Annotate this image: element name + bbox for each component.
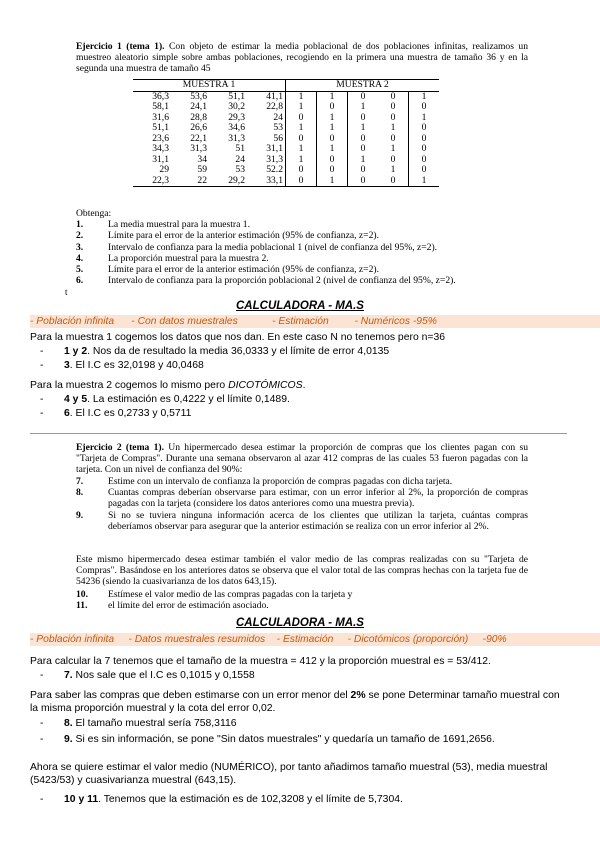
calculator-2-title: CALCULADORA - MA.S	[236, 617, 364, 629]
answer-2-mean-text: Ahora se quiere estimar el valor medio (NUMÉRICO), por tanto añadimos tamaño muestral (53), media muestral (5423/53) y cuasivarianza muestral (643,15).	[30, 762, 548, 786]
exercise-1-text: Con objeto de estimar la media poblacional de dos poblaciones infinitas, realizamos un muestreo aleatorio simple sobre ambas poblaciones, recogiendo en la primera una muestra de tamaño 36 y en la segunda una muestra de tamaño 45	[76, 41, 528, 74]
answer-text: . Tenemos que la estimación es de 102,3208 y el límite de 5,7304.	[98, 794, 403, 805]
answer-text: Si es sin información, se pone "Sin datos muestrales" y quedaría un tamaño de 1691,2656.	[72, 734, 495, 745]
question-item	[76, 264, 456, 275]
calculator-1-options: - Población infinita - Con datos muestrales - Estimación - Numéricos -95%	[30, 315, 600, 328]
muestra-2-header: MUESTRA 2	[286, 80, 440, 92]
table-cell: 29	[159, 164, 169, 175]
table-cell: 22,3	[133, 176, 171, 187]
table-cell: 0	[348, 176, 379, 187]
answer-text: .	[302, 380, 306, 391]
answer-label: 10 y 11	[64, 794, 99, 805]
table-cell: 1	[360, 101, 366, 112]
answer-label: 1 y 2	[64, 346, 88, 357]
bullet-dash: -	[40, 734, 44, 745]
table-cell: 56	[247, 134, 286, 145]
answer-text: se pone Determinar tamaño muestral con la misma proporción muestral y la cota del error 0,02.	[30, 690, 560, 714]
bullet-dash: -	[40, 346, 44, 357]
exercise-1-title: Ejercicio 1 (tema 1).	[76, 41, 165, 52]
question-item	[76, 476, 528, 487]
table-cell: 51,1	[228, 90, 245, 102]
table-cell: 34	[197, 153, 207, 165]
table-cell: 0	[317, 165, 348, 176]
exercise-2-questions-2	[76, 589, 528, 611]
answer-bold: 2%	[350, 690, 366, 701]
question-text: Estime con un intervalo de confianza la proporción de compras pagadas con dicha tarjeta.	[108, 476, 453, 487]
table-cell: 1	[286, 144, 317, 155]
exercise-2-text: Un hipermercado desea estimar la proporción de compras que los clientes pagan con su "Tarjeta de Compras". Durante una semana observaron al azar 412 compras de las cuales 53 fueron pagadas con la tarjeta. Con un nivel de confianza del 90%:	[76, 442, 528, 475]
calculator-1-title: CALCULADORA - MA.S	[236, 300, 364, 312]
answer-1-item-3	[40, 393, 290, 406]
table-cell: 0	[360, 132, 366, 144]
answer-text: . El I.C es 32,0198 y 40,0468	[69, 360, 204, 371]
table-cell: 34,3	[152, 143, 169, 154]
question-item	[76, 589, 528, 600]
table-cell: 41,1	[247, 91, 286, 102]
table-cell: 22,8	[247, 102, 286, 113]
table-cell: 1	[378, 165, 409, 176]
question-number: 6.	[76, 275, 84, 287]
table-cell: 0	[421, 122, 427, 133]
table-cell: 31,1	[247, 144, 286, 155]
question-number: 7.	[76, 476, 84, 487]
answer-1-intro: Para la muestra 1 cogemos los datos que nos dan. En este caso N no tenemos pero n=36	[30, 332, 446, 343]
question-number: 1.	[76, 219, 84, 231]
answer-1-item-2	[40, 359, 204, 372]
table-cell: 31,3	[247, 155, 286, 166]
table-cell: 53	[247, 123, 286, 134]
answer-text: . La estimación es 0,4222 y el límite 0,1489.	[87, 394, 290, 405]
question-item	[76, 600, 528, 611]
calculator-2-options: - Población infinita - Datos muestrales resumidos - Estimación - Dicotómicos (proporción) -90%	[30, 633, 600, 646]
question-text: Estímese el valor medio de las compras pagadas con la tarjeta y	[108, 589, 353, 600]
table-cell: 31,1	[152, 153, 169, 165]
table-cell: 1	[286, 102, 317, 113]
question-text: Límite para el error de la anterior estimación (95% de confianza, z=2).	[108, 230, 379, 242]
answer-2-item-3	[40, 733, 495, 746]
question-number: 9.	[76, 509, 84, 521]
answer-1-item-4	[40, 407, 191, 420]
table-cell: 1	[421, 111, 427, 123]
question-number: 8.	[76, 487, 84, 499]
question-item	[76, 253, 456, 264]
table-cell: 29,2	[209, 176, 247, 187]
table-cell: 22,1	[190, 132, 207, 144]
exercise-2-questions	[76, 476, 528, 532]
table-cell: 1	[286, 123, 317, 134]
bullet-dash: -	[40, 670, 44, 681]
table-cell: 52.2	[247, 165, 286, 176]
answer-label: 6	[64, 408, 70, 419]
table-cell: 26,6	[190, 122, 207, 133]
question-number: 11.	[76, 600, 88, 612]
table-cell: 1	[286, 91, 317, 102]
table-cell: 1	[378, 144, 409, 155]
table-cell: 58,1	[152, 101, 169, 112]
question-text: La proporción muestral para la muestra 2.	[108, 252, 269, 264]
stray-char: t	[65, 287, 68, 297]
table-cell: 1	[360, 153, 366, 165]
question-text: el límite del error de estimación asociado.	[108, 600, 269, 612]
table-cell: 24,1	[190, 101, 207, 112]
table-cell: 0	[317, 134, 348, 145]
table-cell: 1	[378, 123, 409, 134]
table-row	[133, 123, 439, 134]
question-item	[76, 510, 528, 532]
table-cell: 34,6	[228, 122, 245, 133]
answer-label: 4 y 5	[64, 394, 88, 405]
table-cell: 0	[360, 90, 366, 102]
question-number: 4.	[76, 252, 84, 264]
bullet-dash: -	[40, 718, 44, 729]
table-cell: 0	[360, 164, 366, 175]
answer-label: 7.	[64, 670, 73, 681]
question-text: Intervalo de confianza para la proporción poblacional 2 (nivel de confianza del 95%, z=2).	[108, 275, 456, 287]
answer-text: Para saber las compras que deben estimarse con un error menor del	[30, 690, 351, 701]
exercise-1-statement	[76, 41, 528, 74]
table-row	[133, 176, 439, 187]
table-cell: 51,1	[152, 122, 169, 133]
question-item	[76, 219, 456, 230]
table-cell: 51	[235, 143, 245, 154]
answer-1-muestra-2	[30, 379, 570, 392]
table-cell: 28,8	[190, 111, 207, 123]
question-item	[76, 275, 456, 286]
bullet-dash: -	[40, 394, 44, 405]
question-item	[76, 242, 456, 253]
question-number: 3.	[76, 241, 84, 253]
answer-2-item-4	[40, 793, 403, 806]
bullet-dash: -	[40, 794, 44, 805]
answer-text: . Nos da de resultado la media 36,0333 y el límite de error 4,0135	[87, 346, 390, 357]
table-cell: 1	[317, 91, 348, 102]
bullet-dash: -	[40, 360, 44, 371]
table-cell: 1	[317, 113, 348, 124]
obtenga-label: Obtenga:	[76, 208, 112, 219]
table-cell: 53	[235, 164, 245, 175]
table-cell: 1	[360, 122, 366, 133]
question-number: 2.	[76, 230, 84, 242]
table-cell: 0	[317, 102, 348, 113]
table-cell: 0	[317, 155, 348, 166]
data-table	[133, 79, 439, 187]
table-cell: 30,2	[228, 101, 245, 112]
table-cell: 1	[317, 176, 348, 187]
table-cell: 0	[421, 101, 427, 112]
table-cell: 0	[360, 111, 366, 123]
answer-text: Para la muestra 2 cogemos lo mismo pero	[30, 380, 229, 391]
table-cell: 0	[378, 113, 409, 124]
divider	[30, 433, 567, 434]
table-cell: 0	[360, 143, 366, 154]
table-cell: 0	[286, 176, 317, 187]
table-cell: 23,6	[152, 132, 169, 144]
table-cell: 24	[247, 113, 286, 124]
table-cell: 59	[197, 164, 207, 175]
table-cell: 0	[421, 132, 427, 144]
table-cell: 0	[378, 102, 409, 113]
table-cell: 36,3	[152, 90, 169, 102]
table-cell: 31,3	[190, 143, 207, 154]
exercise-1-questions	[76, 208, 456, 286]
table-cell: 1	[286, 155, 317, 166]
answer-2-intro: Para calcular la 7 tenemos que el tamaño de la muestra = 412 y la proporción muestral es = 53/412.	[30, 656, 491, 667]
question-text: Intervalo de confianza para la media poblacional 1 (nivel de confianza del 95%, z=2).	[108, 241, 438, 253]
answer-label: 3	[64, 360, 70, 371]
exercise-2-statement	[76, 442, 528, 475]
table-row	[133, 165, 439, 176]
table-cell: 1	[317, 123, 348, 134]
answer-2-item-2	[40, 717, 237, 730]
bullet-dash: -	[40, 408, 44, 419]
table-cell: 0	[378, 176, 409, 187]
table-cell: 29,3	[228, 111, 245, 123]
question-number: 5.	[76, 264, 84, 276]
question-text: Si no se tuviera ninguna información acerca de los clientes que utilizan la tarjeta, cuántas compras deberíamos observar para asegurar que la anterior estimación se realiza con un error inferior al 2%.	[108, 509, 528, 532]
answer-italic: DICOTÓMICOS	[228, 380, 303, 391]
question-item	[76, 230, 456, 241]
question-text: La media muestral para la muestra 1.	[108, 219, 250, 231]
table-cell: 31,3	[228, 132, 245, 144]
answer-text: El tamaño muestral sería 758,3116	[72, 718, 237, 729]
question-text: Cuantas compras deberían observarse para estimar, con un error inferior al 2%, la proporción de compras pagadas con la tarjeta (considere los datos anteriores como una muestra previa).	[108, 487, 528, 510]
exercise-2-title: Ejercicio 2 (tema 1).	[76, 442, 165, 453]
table-cell: 0	[378, 134, 409, 145]
table-cell: 0	[421, 153, 427, 165]
table-cell: 31,6	[152, 111, 169, 123]
table-row	[133, 144, 439, 155]
table-cell: 0	[286, 134, 317, 145]
question-text: Límite para el error de la anterior estimación (95% de confianza, z=2).	[108, 264, 379, 276]
answer-1-item-1	[40, 345, 389, 358]
table-cell: 1	[421, 90, 427, 102]
table-cell: 24	[235, 153, 245, 165]
answer-label: 9.	[64, 734, 73, 745]
table-cell: 22	[171, 176, 209, 187]
exercise-2-statement-2: Este mismo hipermercado desea estimar también el valor medio de las compras realizadas con su "Tarjeta de Compras". Basándose en los anteriores datos se observa que el valor total de las compras hechas con la tarjeta fue de 54236 (siendo la cuasivarianza de los datos 643,15).	[76, 554, 528, 587]
table-cell: 1	[409, 176, 440, 187]
table-cell: 0	[378, 91, 409, 102]
answer-label: 8.	[64, 718, 73, 729]
answer-2-size-text	[30, 689, 570, 715]
answer-text: Nos sale que el I.C es 0,1015 y 0,1558	[72, 670, 255, 681]
table-cell: 0	[421, 143, 427, 154]
table-cell: 0	[286, 165, 317, 176]
muestra-1-header: MUESTRA 1	[133, 80, 286, 92]
table-cell: 0	[286, 113, 317, 124]
table-cell: 33,1	[247, 176, 286, 187]
table-cell: 53,6	[190, 90, 207, 102]
table-cell: 0	[421, 164, 427, 175]
answer-text: . El I.C es 0,2733 y 0,5711	[69, 408, 192, 419]
question-item	[76, 487, 528, 509]
answer-2-item-1	[40, 669, 255, 682]
table-row	[133, 102, 439, 113]
table-cell: 0	[378, 155, 409, 166]
table-cell: 1	[317, 144, 348, 155]
question-number: 10.	[76, 589, 88, 600]
